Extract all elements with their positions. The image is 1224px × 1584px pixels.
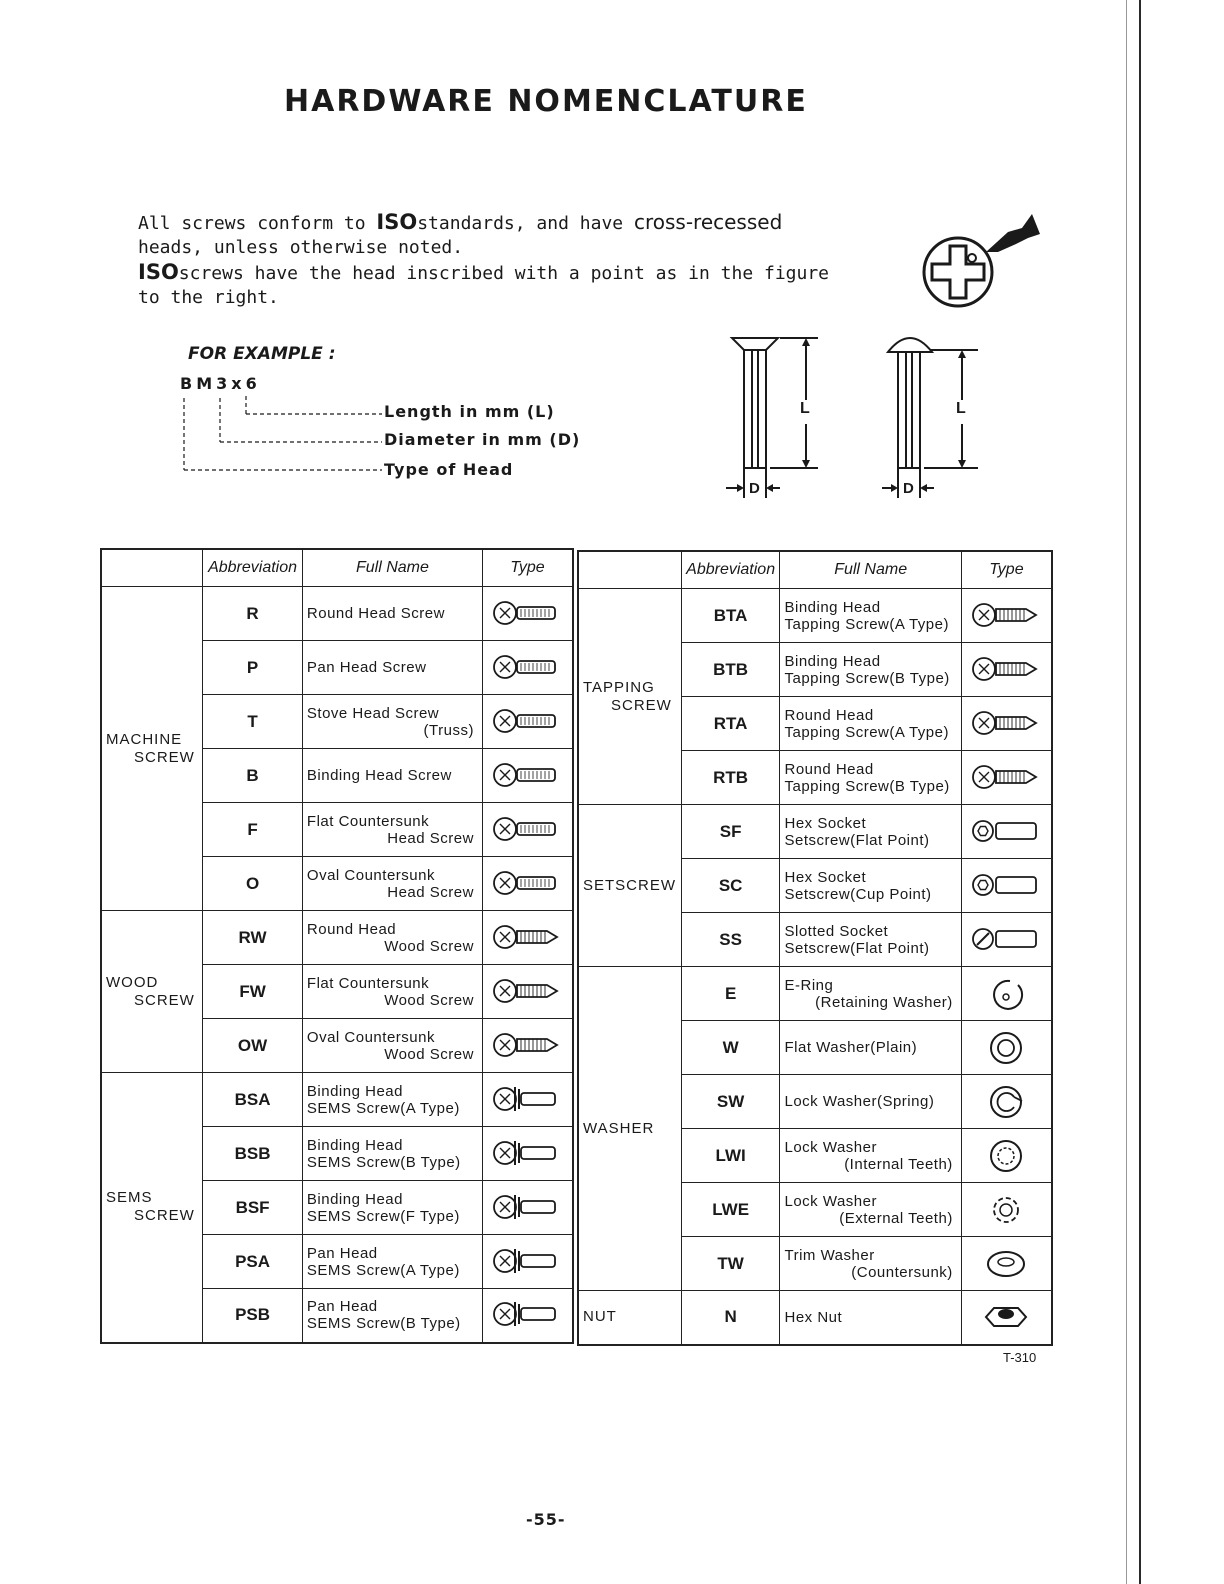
full-name-line: Binding Head Screw [306, 767, 452, 784]
full-name-line: Wood Screw [384, 991, 474, 1009]
round-head-screw-icon [491, 597, 563, 631]
full-name-line: Trim Washer [784, 1246, 875, 1264]
type-cell [482, 695, 573, 749]
type-cell [482, 1127, 573, 1181]
full-name-line: Lock Washer(Spring) [784, 1093, 935, 1110]
spring-lock-washer-icon [970, 1085, 1042, 1119]
pan-sems-screw-b-icon [491, 1298, 563, 1332]
full-name-line: (Internal Teeth) [844, 1155, 953, 1173]
dimension-length-label: L [956, 400, 966, 417]
full-name-line: Stove Head Screw [306, 704, 440, 722]
intro-text-line: heads, unless otherwise noted. [138, 237, 464, 258]
flat-washer-icon [970, 1031, 1042, 1065]
full-name-line: Wood Screw [384, 937, 474, 955]
full-name-line: SEMS Screw(A Type) [306, 1099, 460, 1117]
full-name-line: Round Head Screw [306, 605, 445, 622]
page-number: -55- [526, 1510, 566, 1529]
category-label: WOOD [106, 973, 159, 991]
type-cell [961, 1129, 1052, 1183]
abbreviation-cell: OW [203, 1019, 303, 1073]
pan-sems-screw-a-icon [491, 1245, 563, 1279]
full-name-line: Binding Head [306, 1082, 403, 1100]
example-leader-lines [180, 394, 390, 524]
full-name-cell [780, 643, 961, 697]
hex-setscrew-cup-icon [970, 869, 1042, 903]
category-cell [101, 587, 203, 911]
abbreviation-cell: E [681, 967, 780, 1021]
abbreviation-cell: PSB [203, 1289, 303, 1343]
full-name-line: SEMS Screw(B Type) [306, 1153, 461, 1171]
category-label: SCREW [134, 991, 195, 1009]
abbreviation-cell: N [681, 1291, 780, 1345]
intro-text [138, 210, 918, 310]
full-name-line: SEMS Screw(A Type) [306, 1261, 460, 1279]
category-label: NUT [583, 1308, 617, 1326]
abbreviation-cell: T [203, 695, 303, 749]
tapping-screw-a-icon [970, 599, 1042, 633]
category-label: SCREW [134, 748, 195, 766]
sems-screw-b-icon [491, 1137, 563, 1171]
full-name-line: E-Ring [784, 976, 834, 994]
table-row [578, 967, 1052, 1021]
category-label: SETSCREW [583, 876, 677, 894]
binding-head-screw-icon [491, 759, 563, 793]
tapping-screw-b-icon [970, 653, 1042, 687]
full-name-line: Setscrew(Flat Point) [784, 831, 930, 849]
full-name-cell [302, 857, 482, 911]
type-cell [961, 697, 1052, 751]
full-name-line: Binding Head [784, 652, 881, 670]
internal-tooth-washer-icon [970, 1139, 1042, 1173]
full-name-line: Hex Nut [784, 1308, 843, 1326]
round-tapping-screw-a-icon [970, 707, 1042, 741]
full-name-line: (External Teeth) [839, 1209, 953, 1227]
category-label: SCREW [134, 1207, 195, 1225]
full-name-cell [302, 695, 482, 749]
full-name-line: Setscrew(Cup Point) [784, 885, 932, 903]
abbreviation-cell: SF [681, 805, 780, 859]
example-head-desc: Type of Head [384, 460, 514, 479]
intro-text-part: All screws conform to [138, 213, 377, 234]
round-tapping-screw-b-icon [970, 761, 1042, 795]
full-name-line: Pan Head Screw [306, 659, 427, 676]
category-cell [101, 1073, 203, 1343]
intro-text-part: cross-recessed [633, 210, 783, 234]
full-name-line: Round Head [306, 920, 397, 938]
example-diameter-desc: Diameter in mm (D) [384, 430, 581, 449]
dimension-diameter-label: D [749, 480, 760, 497]
dimension-diameter-label: D [903, 480, 914, 497]
screw-dimension-figure [720, 328, 1000, 504]
figure-code: T-310 [1003, 1350, 1037, 1365]
table-row [578, 589, 1052, 643]
trim-washer-icon [970, 1247, 1042, 1281]
full-name-cell [302, 803, 482, 857]
full-name-line: Flat Washer(Plain) [784, 1039, 918, 1056]
example-block [180, 342, 600, 502]
full-name-line: SEMS Screw(F Type) [306, 1207, 460, 1225]
table-row [101, 587, 573, 641]
iso-head-pointer-icon [920, 208, 1050, 318]
abbreviation-cell: RTB [681, 751, 780, 805]
abbreviation-cell: FW [203, 965, 303, 1019]
header-abbreviation: Abbreviation [681, 551, 780, 589]
full-name-line: Lock Washer [784, 1138, 877, 1156]
abbreviation-cell: BTA [681, 589, 780, 643]
intro-text-part: standards, and have [417, 213, 634, 234]
full-name-cell [780, 967, 961, 1021]
type-cell [482, 749, 573, 803]
sems-screw-a-icon [491, 1083, 563, 1117]
table-row [578, 805, 1052, 859]
hardware-table-right [577, 550, 1053, 1346]
oval-wood-screw-icon [491, 1029, 563, 1063]
header-type: Type [961, 551, 1052, 589]
full-name-line: Slotted Socket [784, 922, 889, 940]
full-name-cell [302, 749, 482, 803]
type-cell [961, 805, 1052, 859]
full-name-cell [780, 1183, 961, 1237]
iso-label: ISO [138, 260, 179, 284]
page-edge-shadow [1126, 0, 1127, 1584]
full-name-line: Wood Screw [384, 1045, 474, 1063]
abbreviation-cell: F [203, 803, 303, 857]
full-name-cell [302, 1073, 482, 1127]
abbreviation-cell: PSA [203, 1235, 303, 1289]
pan-head-screw-icon [491, 651, 563, 685]
abbreviation-cell: BSB [203, 1127, 303, 1181]
full-name-line: Flat Countersunk [306, 812, 430, 830]
category-cell [101, 911, 203, 1073]
full-name-cell [780, 589, 961, 643]
header-full-name: Full Name [302, 549, 482, 587]
full-name-cell [780, 859, 961, 913]
full-name-line: Tapping Screw(A Type) [784, 615, 949, 633]
full-name-line: Hex Socket [784, 868, 867, 886]
header-type: Type [482, 549, 573, 587]
full-name-line: (Truss) [423, 721, 474, 739]
abbreviation-cell: BSF [203, 1181, 303, 1235]
full-name-cell [780, 697, 961, 751]
header-category [578, 551, 681, 589]
round-wood-screw-icon [491, 921, 563, 955]
full-name-line: Oval Countersunk [306, 1028, 435, 1046]
full-name-cell [302, 1019, 482, 1073]
abbreviation-cell: B [203, 749, 303, 803]
iso-label: ISO [376, 210, 418, 234]
full-name-line: Binding Head [784, 598, 881, 616]
type-cell [482, 803, 573, 857]
example-code: BM3x6 [180, 374, 261, 393]
hardware-table-left [100, 548, 574, 1344]
full-name-cell [302, 1181, 482, 1235]
category-label: TAPPING [583, 678, 655, 696]
type-cell [961, 1291, 1052, 1345]
full-name-line: SEMS Screw(B Type) [306, 1315, 461, 1333]
category-cell [578, 967, 681, 1291]
full-name-cell [780, 751, 961, 805]
flat-wood-screw-icon [491, 975, 563, 1009]
abbreviation-cell: BTB [681, 643, 780, 697]
type-cell [482, 1235, 573, 1289]
external-tooth-washer-icon [970, 1193, 1042, 1227]
abbreviation-cell: RW [203, 911, 303, 965]
full-name-cell [302, 641, 482, 695]
table-row [101, 911, 573, 965]
full-name-cell [780, 1075, 961, 1129]
full-name-cell [780, 1129, 961, 1183]
abbreviation-cell: W [681, 1021, 780, 1075]
header-abbreviation: Abbreviation [203, 549, 303, 587]
sems-screw-f-icon [491, 1191, 563, 1225]
oval-countersunk-screw-icon [491, 867, 563, 901]
full-name-cell [780, 1021, 961, 1075]
intro-text-line: to the right. [138, 287, 279, 308]
hex-nut-icon [970, 1300, 1042, 1334]
full-name-line: Round Head [784, 706, 874, 724]
type-cell [482, 1181, 573, 1235]
full-name-line: Round Head [784, 760, 874, 778]
type-cell [482, 857, 573, 911]
full-name-cell [780, 913, 961, 967]
slotted-setscrew-icon [970, 923, 1042, 957]
abbreviation-cell: SW [681, 1075, 780, 1129]
category-cell [578, 805, 681, 967]
full-name-line: Tapping Screw(B Type) [784, 669, 950, 687]
full-name-line: (Retaining Washer) [815, 993, 953, 1011]
type-cell [482, 587, 573, 641]
abbreviation-cell: BSA [203, 1073, 303, 1127]
type-cell [961, 967, 1052, 1021]
e-ring-icon [970, 977, 1042, 1011]
type-cell [482, 965, 573, 1019]
full-name-line: Binding Head [306, 1136, 403, 1154]
full-name-line: Lock Washer [784, 1192, 877, 1210]
full-name-cell [302, 587, 482, 641]
full-name-cell [780, 1237, 961, 1291]
full-name-cell [302, 965, 482, 1019]
category-label: WASHER [583, 1119, 655, 1137]
abbreviation-cell: R [203, 587, 303, 641]
type-cell [482, 911, 573, 965]
full-name-line: Tapping Screw(B Type) [784, 777, 950, 795]
abbreviation-cell: RTA [681, 697, 780, 751]
full-name-line: Setscrew(Flat Point) [784, 939, 930, 957]
abbreviation-cell: P [203, 641, 303, 695]
full-name-line: Tapping Screw(A Type) [784, 723, 949, 741]
type-cell [961, 859, 1052, 913]
full-name-line: Pan Head [306, 1298, 378, 1316]
hex-setscrew-flat-icon [970, 815, 1042, 849]
full-name-line: Flat Countersunk [306, 974, 430, 992]
abbreviation-cell: O [203, 857, 303, 911]
category-label: SEMS [106, 1189, 153, 1207]
type-cell [961, 643, 1052, 697]
intro-text-part: screws have the head inscribed with a point as in the figure [178, 263, 830, 284]
type-cell [482, 1073, 573, 1127]
full-name-cell [302, 1127, 482, 1181]
full-name-cell [302, 911, 482, 965]
type-cell [961, 1075, 1052, 1129]
abbreviation-cell: SC [681, 859, 780, 913]
page-title: HARDWARE NOMENCLATURE [284, 84, 808, 119]
type-cell [961, 751, 1052, 805]
page-edge [1139, 0, 1141, 1584]
example-label: FOR EXAMPLE : [188, 344, 336, 364]
abbreviation-cell: LWE [681, 1183, 780, 1237]
header-category [101, 549, 203, 587]
full-name-cell [302, 1289, 482, 1343]
category-cell [578, 589, 681, 805]
type-cell [961, 1237, 1052, 1291]
dimension-length-label: L [800, 400, 810, 417]
truss-head-screw-icon [491, 705, 563, 739]
type-cell [961, 1183, 1052, 1237]
full-name-line: (Countersunk) [851, 1263, 953, 1281]
abbreviation-cell: SS [681, 913, 780, 967]
table-row [101, 1073, 573, 1127]
full-name-line: Binding Head [306, 1190, 403, 1208]
type-cell [961, 1021, 1052, 1075]
category-cell [578, 1291, 681, 1345]
category-label: SCREW [611, 696, 672, 714]
full-name-line: Head Screw [387, 883, 474, 901]
table-row [578, 1291, 1052, 1345]
category-label: MACHINE [106, 730, 183, 748]
flat-countersunk-screw-icon [491, 813, 563, 847]
full-name-cell [302, 1235, 482, 1289]
full-name-line: Pan Head [306, 1244, 378, 1262]
full-name-cell [780, 1291, 961, 1345]
type-cell [482, 1019, 573, 1073]
type-cell [961, 589, 1052, 643]
type-cell [482, 1289, 573, 1343]
example-length-desc: Length in mm (L) [384, 402, 555, 421]
type-cell [482, 641, 573, 695]
full-name-line: Head Screw [387, 829, 474, 847]
iso-screw-head-figure [920, 208, 1050, 318]
full-name-cell [780, 805, 961, 859]
abbreviation-cell: LWI [681, 1129, 780, 1183]
header-full-name: Full Name [780, 551, 961, 589]
full-name-line: Oval Countersunk [306, 866, 435, 884]
abbreviation-cell: TW [681, 1237, 780, 1291]
type-cell [961, 913, 1052, 967]
full-name-line: Hex Socket [784, 814, 867, 832]
